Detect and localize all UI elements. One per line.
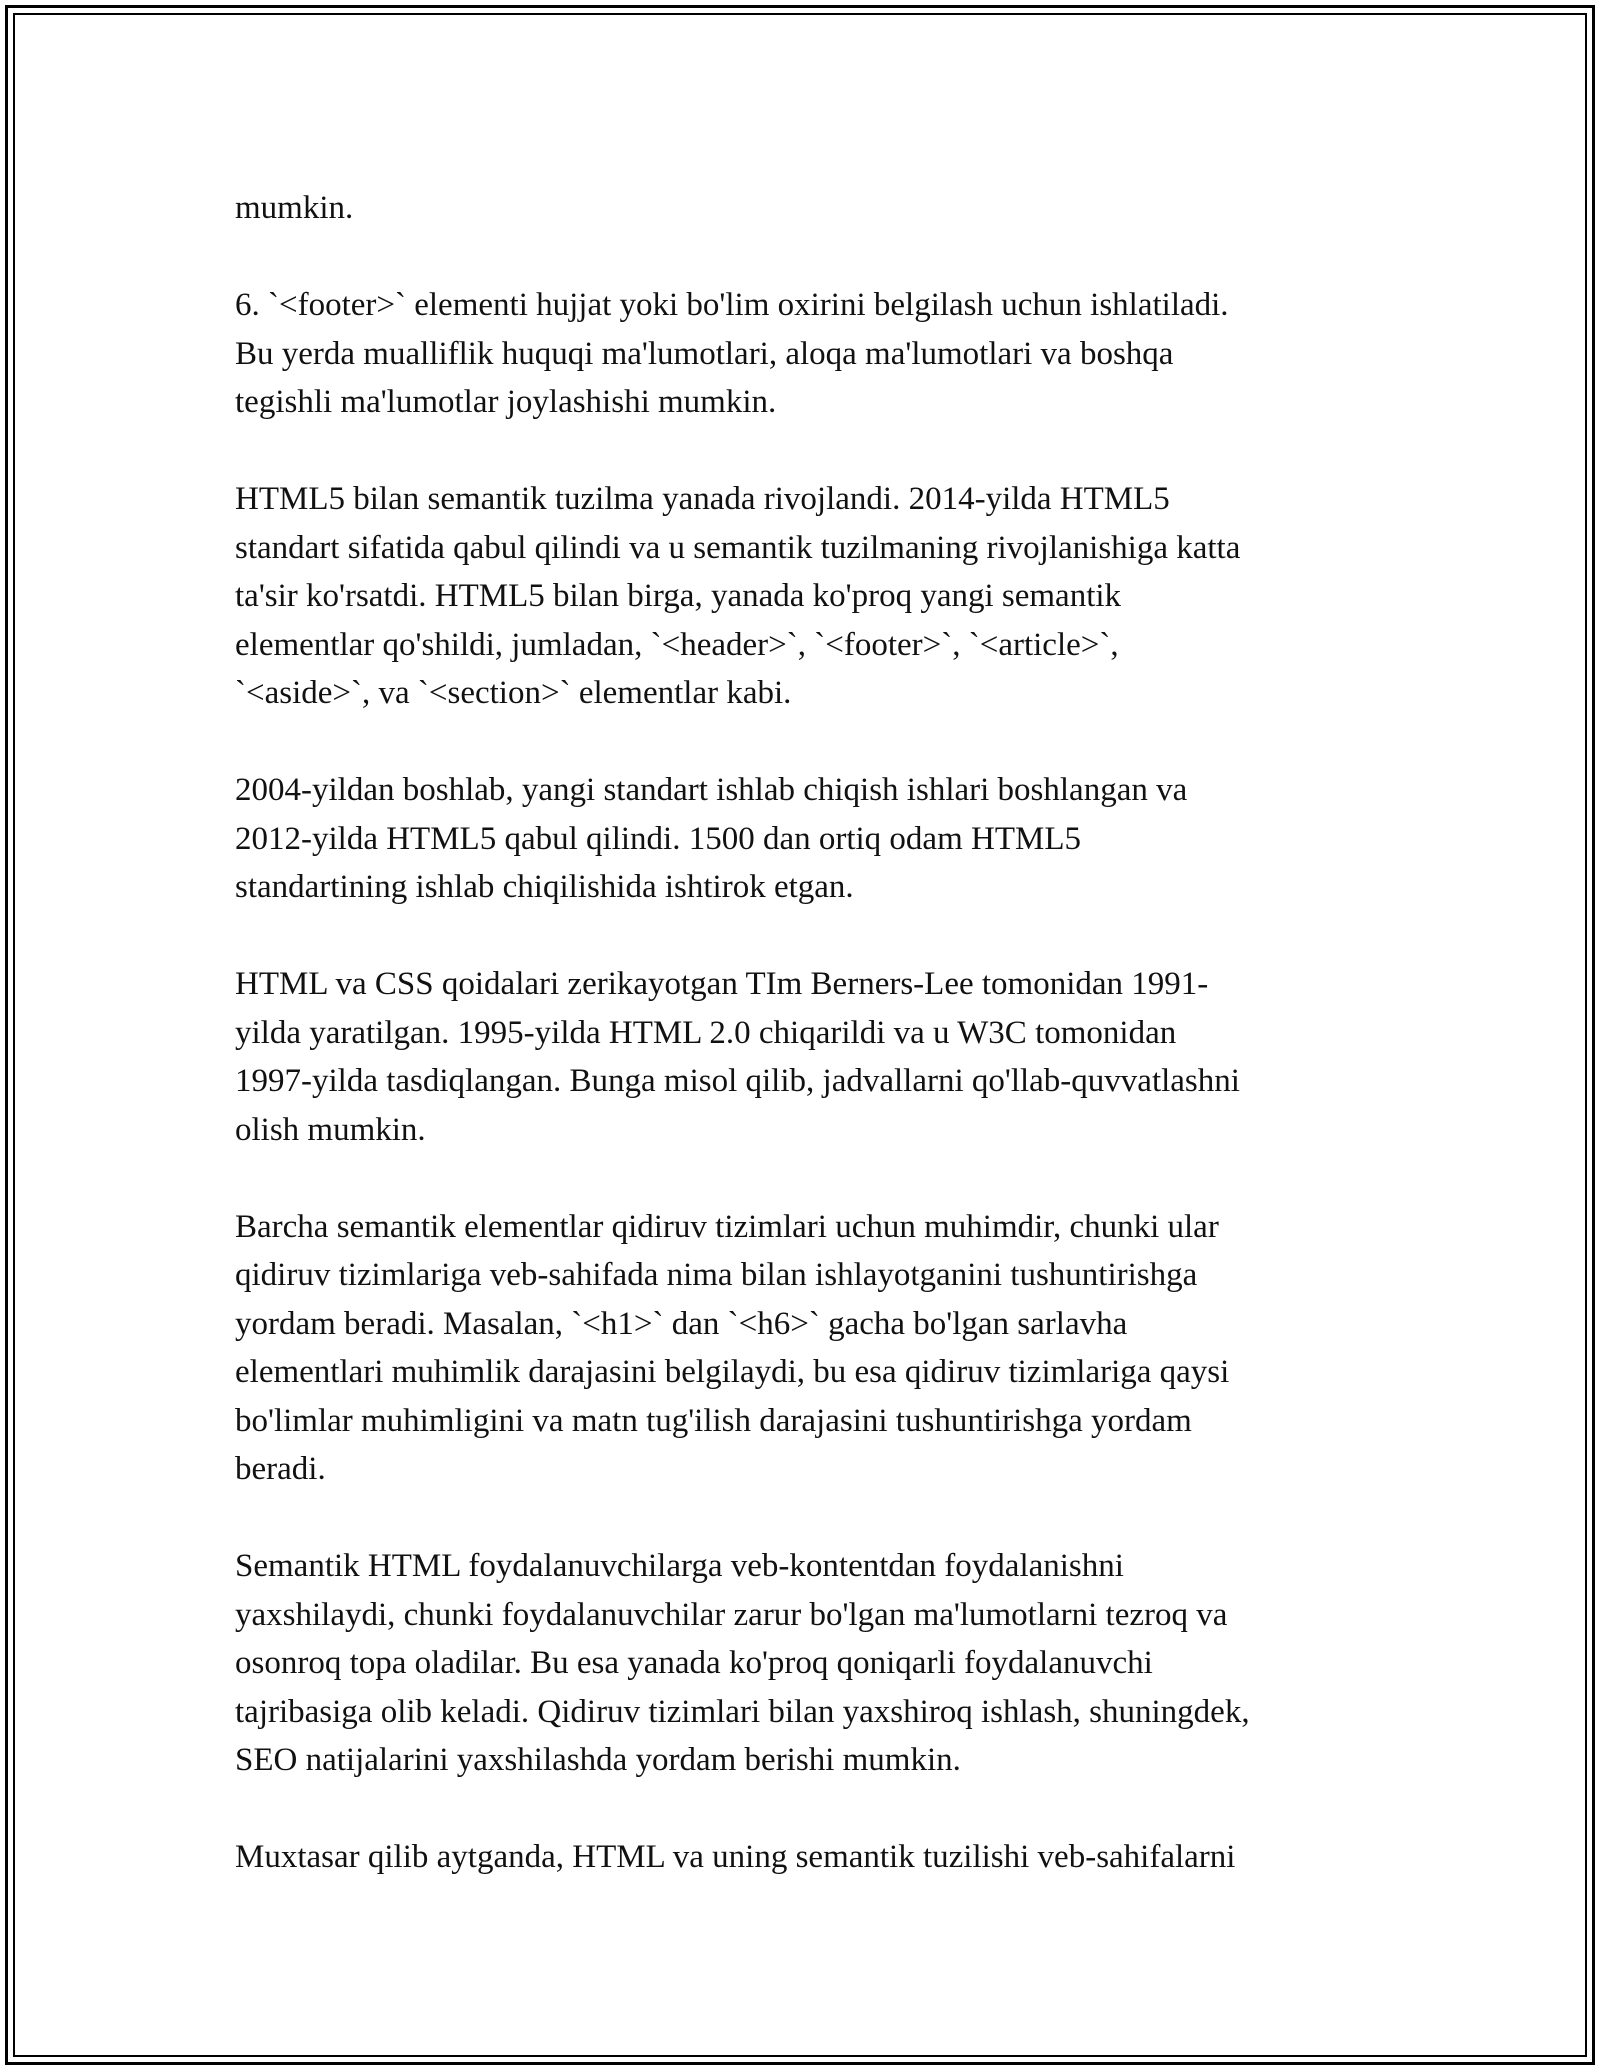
paragraph-continuation: mumkin. bbox=[235, 190, 354, 226]
paragraph-html5-semantics: HTML5 bilan semantik tuzilma yanada rivojlandi. 2014-yilda HTML5 standart sifatida qabul qilindi va u semantik tuzilmaning rivojlanishiga katta ta'sir ko'rsatdi. HTML5 bilan birga, yanada ko'proq yangi semantik elementlar qo'shildi, jumladan, `<header>`, `<footer>`, `<article>`, `<aside>`, va `<section>` elementlar kabi. bbox=[235, 481, 1241, 711]
paragraph-summary: Muxtasar qilib aytganda, HTML va uning semantik tuzilishi veb-sahifalarni bbox=[235, 1839, 1236, 1875]
paragraph-html-css-origin: HTML va CSS qoidalari zerikayotgan TIm Berners-Lee tomonidan 1991- yilda yaratilgan. 1995-yilda HTML 2.0 chiqarildi va u W3C tomonidan 1997-yilda tasdiqlangan. Bunga misol qilib, jadvallarni qo'llab-quvvatlashni olish mumkin. bbox=[235, 966, 1240, 1148]
paragraph-footer-element: 6. `<footer>` elementi hujjat yoki bo'lim oxirini belgilash uchun ishlatiladi. Bu yerda mualliflik huquqi ma'lumotlari, aloqa ma'lumotlari va boshqa tegishli ma'lumotlar joylashishi mumkin. bbox=[235, 287, 1229, 420]
document-body bbox=[235, 184, 1385, 1882]
paragraph-semantic-usability: Semantik HTML foydalanuvchilarga veb-kontentdan foydalanishni yaxshilaydi, chunki foydalanuvchilar zarur bo'lgan ma'lumotlarni tezroq va osonroq topa oladilar. Bu esa yanada ko'proq qoniqarli foydalanuvchi tajribasiga olib keladi. Qidiruv tizimlari bilan yaxshiroq ishlash, shuningdek, SEO natijalarini yaxshilashda yordam berishi mumkin. bbox=[235, 1548, 1250, 1778]
paragraph-html5-history: 2004-yildan boshlab, yangi standart ishlab chiqish ishlari boshlangan va 2012-yilda HTML5 qabul qilindi. 1500 dan ortiq odam HTML5 standartining ishlab chiqilishida ishtirok etgan. bbox=[235, 772, 1188, 905]
paragraph-search-engines: Barcha semantik elementlar qidiruv tizimlari uchun muhimdir, chunki ular qidiruv tizimlariga veb-sahifada nima bilan ishlayotganini tushuntirishga yordam beradi. Masalan, `<h1>` dan `<h6>` gacha bo'lgan sarlavha elementlari muhimlik darajasini belgilaydi, bu esa qidiruv tizimlariga qaysi bo'limlar muhimligini va matn tug'ilish darajasini tushuntirishga yordam beradi. bbox=[235, 1208, 1230, 1487]
